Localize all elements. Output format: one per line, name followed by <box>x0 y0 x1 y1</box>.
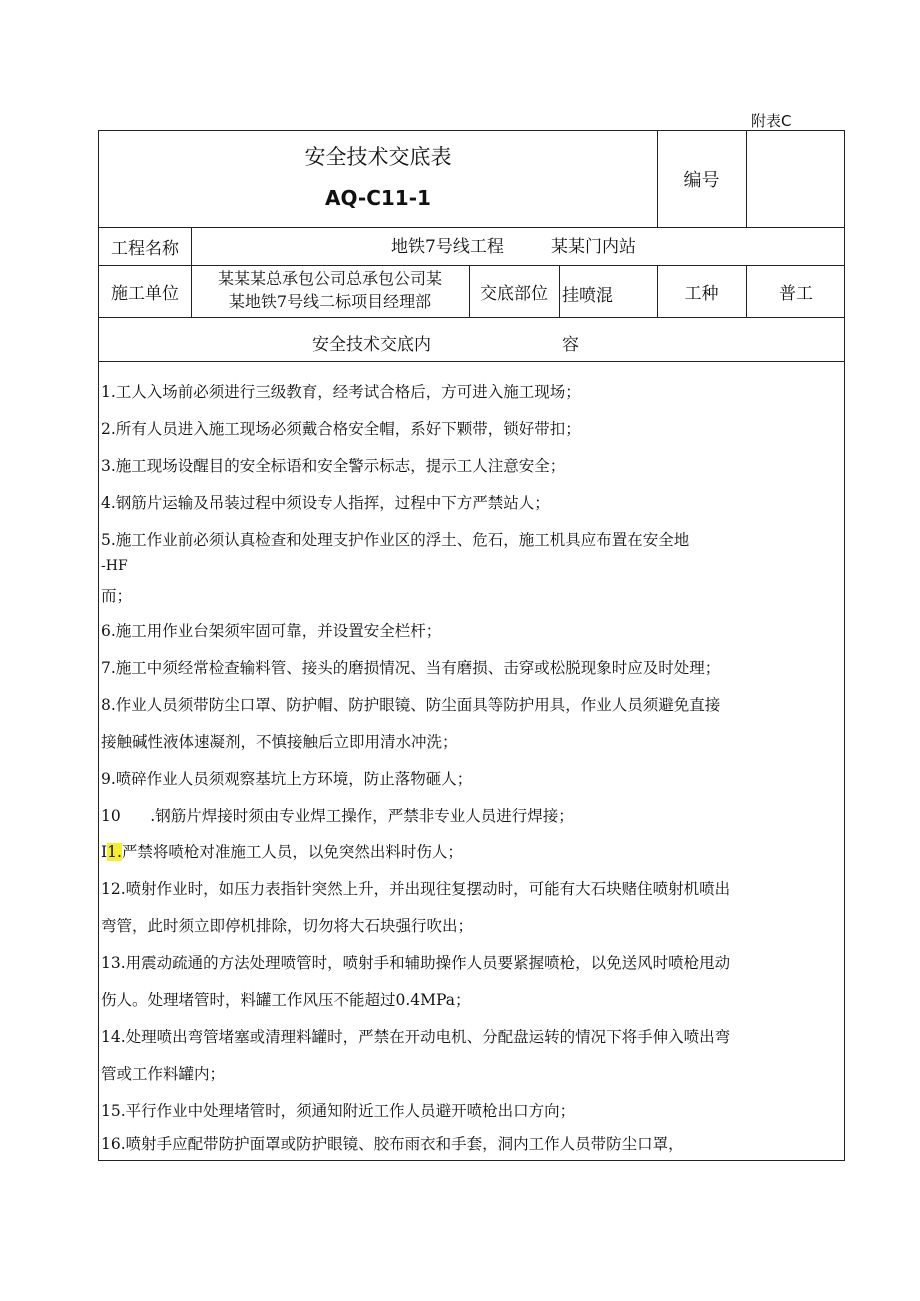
disclosure-item-12: 12.喷射作业时，如压力表指针突然上升，并出现往复摆动时，可能有大石块赌住喷射机喷出 <box>101 880 731 898</box>
item-11-text: 严禁将喷枪对准施工人员，以免突然出料时伤人； <box>121 843 463 861</box>
disclosure-item-16: 16.喷射手应配带防护面罩或防护眼镜、胶布雨衣和手套，洞内工作人员带防尘口罩， <box>101 1135 684 1153</box>
project-name-part2: 某某门内站 <box>551 237 636 257</box>
number-label: 编号 <box>683 170 720 191</box>
form-code: AQ-C11-1 <box>325 186 431 210</box>
disclosure-item-5-end: 而； <box>101 587 133 605</box>
contractor-label: 施工单位 <box>111 283 179 304</box>
appendix-label: 附表C <box>751 112 792 130</box>
form-title: 安全技术交底表 <box>304 145 452 169</box>
disclosure-item-5: 5.施工作业前必须认真检查和处理支护作业区的浮土、危石，施工机具应布置在安全地 <box>101 531 690 549</box>
row-divider <box>99 317 844 318</box>
content-heading-part1: 安全技术交底内 <box>312 335 431 355</box>
trade-label: 工种 <box>684 283 719 304</box>
project-name-label: 工程名称 <box>111 238 179 259</box>
disclosure-item-14-cont: 管或工作料罐内； <box>101 1065 226 1083</box>
disclosure-item-13-cont: 伤人。处理堵管时，料罐工作风压不能超过0.4MPa； <box>101 991 471 1009</box>
item-11-prefix: I <box>101 843 108 861</box>
position-value: 挂喷混 <box>562 286 613 306</box>
disclosure-item-2: 2.所有人员进入施工现场必须戴合格安全帽，系好下颗带，锁好带扣； <box>101 420 581 438</box>
row-divider <box>99 227 844 228</box>
project-name-part1: 地铁7号线工程 <box>391 237 504 257</box>
disclosure-item-15: 15.平行作业中处理堵管时，须通知附近工作人员避开喷枪出口方向； <box>101 1102 576 1120</box>
disclosure-item-13: 13.用震动疏通的方法处理喷管时，喷射手和辅助操作人员要紧握喷枪，以免送风时喷枪甩动 <box>101 954 731 972</box>
disclosure-item-14: 14.处理喷出弯管堵塞或清理料罐时，严禁在开动电机、分配盘运转的情况下将手伸入喷出弯 <box>101 1028 731 1046</box>
trade-value: 普工 <box>779 283 813 304</box>
row-divider <box>99 361 844 362</box>
safety-disclosure-table <box>98 130 845 1161</box>
disclosure-item-7: 7.施工中须经常检查输料管、接头的磨损情况、当有磨损、击穿或松脱现象时应及时处理； <box>101 659 721 677</box>
item-11-highlight: 1. <box>107 843 122 861</box>
disclosure-item-6: 6.施工用作业台架须牢固可靠，并设置安全栏杆； <box>101 622 442 640</box>
disclosure-item-3: 3.施工现场设醒目的安全标语和安全警示标志，提示工人注意安全； <box>101 457 566 475</box>
disclosure-item-1: 1.工人入场前必须进行三级教育，经考试合格后，方可进入施工现场； <box>101 383 581 401</box>
disclosure-item-12-cont: 弯管，此时须立即停机排除，切勿将大石块强行吹出； <box>101 917 474 935</box>
contractor-line1: 某某某总承包公司总承包公司某 <box>217 269 442 288</box>
disclosure-item-4: 4.钢筋片运输及吊装过程中须设专人指挥，过程中下方严禁站人； <box>101 494 550 512</box>
contractor-value <box>191 267 469 313</box>
number-value <box>746 131 846 227</box>
col-divider <box>559 265 560 317</box>
disclosure-item-8: 8.作业人员须带防尘口罩、防护帽、防护眼镜、防尘面具等防护用具，作业人员须避免直接 <box>101 696 721 714</box>
disclosure-item-10: 10 .钢筋片焊接时须由专业焊工操作，严禁非专业人员进行焊接； <box>101 807 574 825</box>
position-label: 交底部位 <box>480 283 548 304</box>
content-heading-part2: 容 <box>562 335 579 355</box>
disclosure-item-9: 9.喷碎作业人员须观察基坑上方环境，防止落物砸人； <box>101 770 473 788</box>
contractor-line2: 某地铁7号线二标项目经理部 <box>228 292 432 311</box>
disclosure-item-5-fragment: -HF <box>101 558 128 574</box>
disclosure-item-11 <box>101 840 463 862</box>
disclosure-item-8-cont: 接触碱性液体速凝剂，不慎接触后立即用清水冲洗； <box>101 733 458 751</box>
